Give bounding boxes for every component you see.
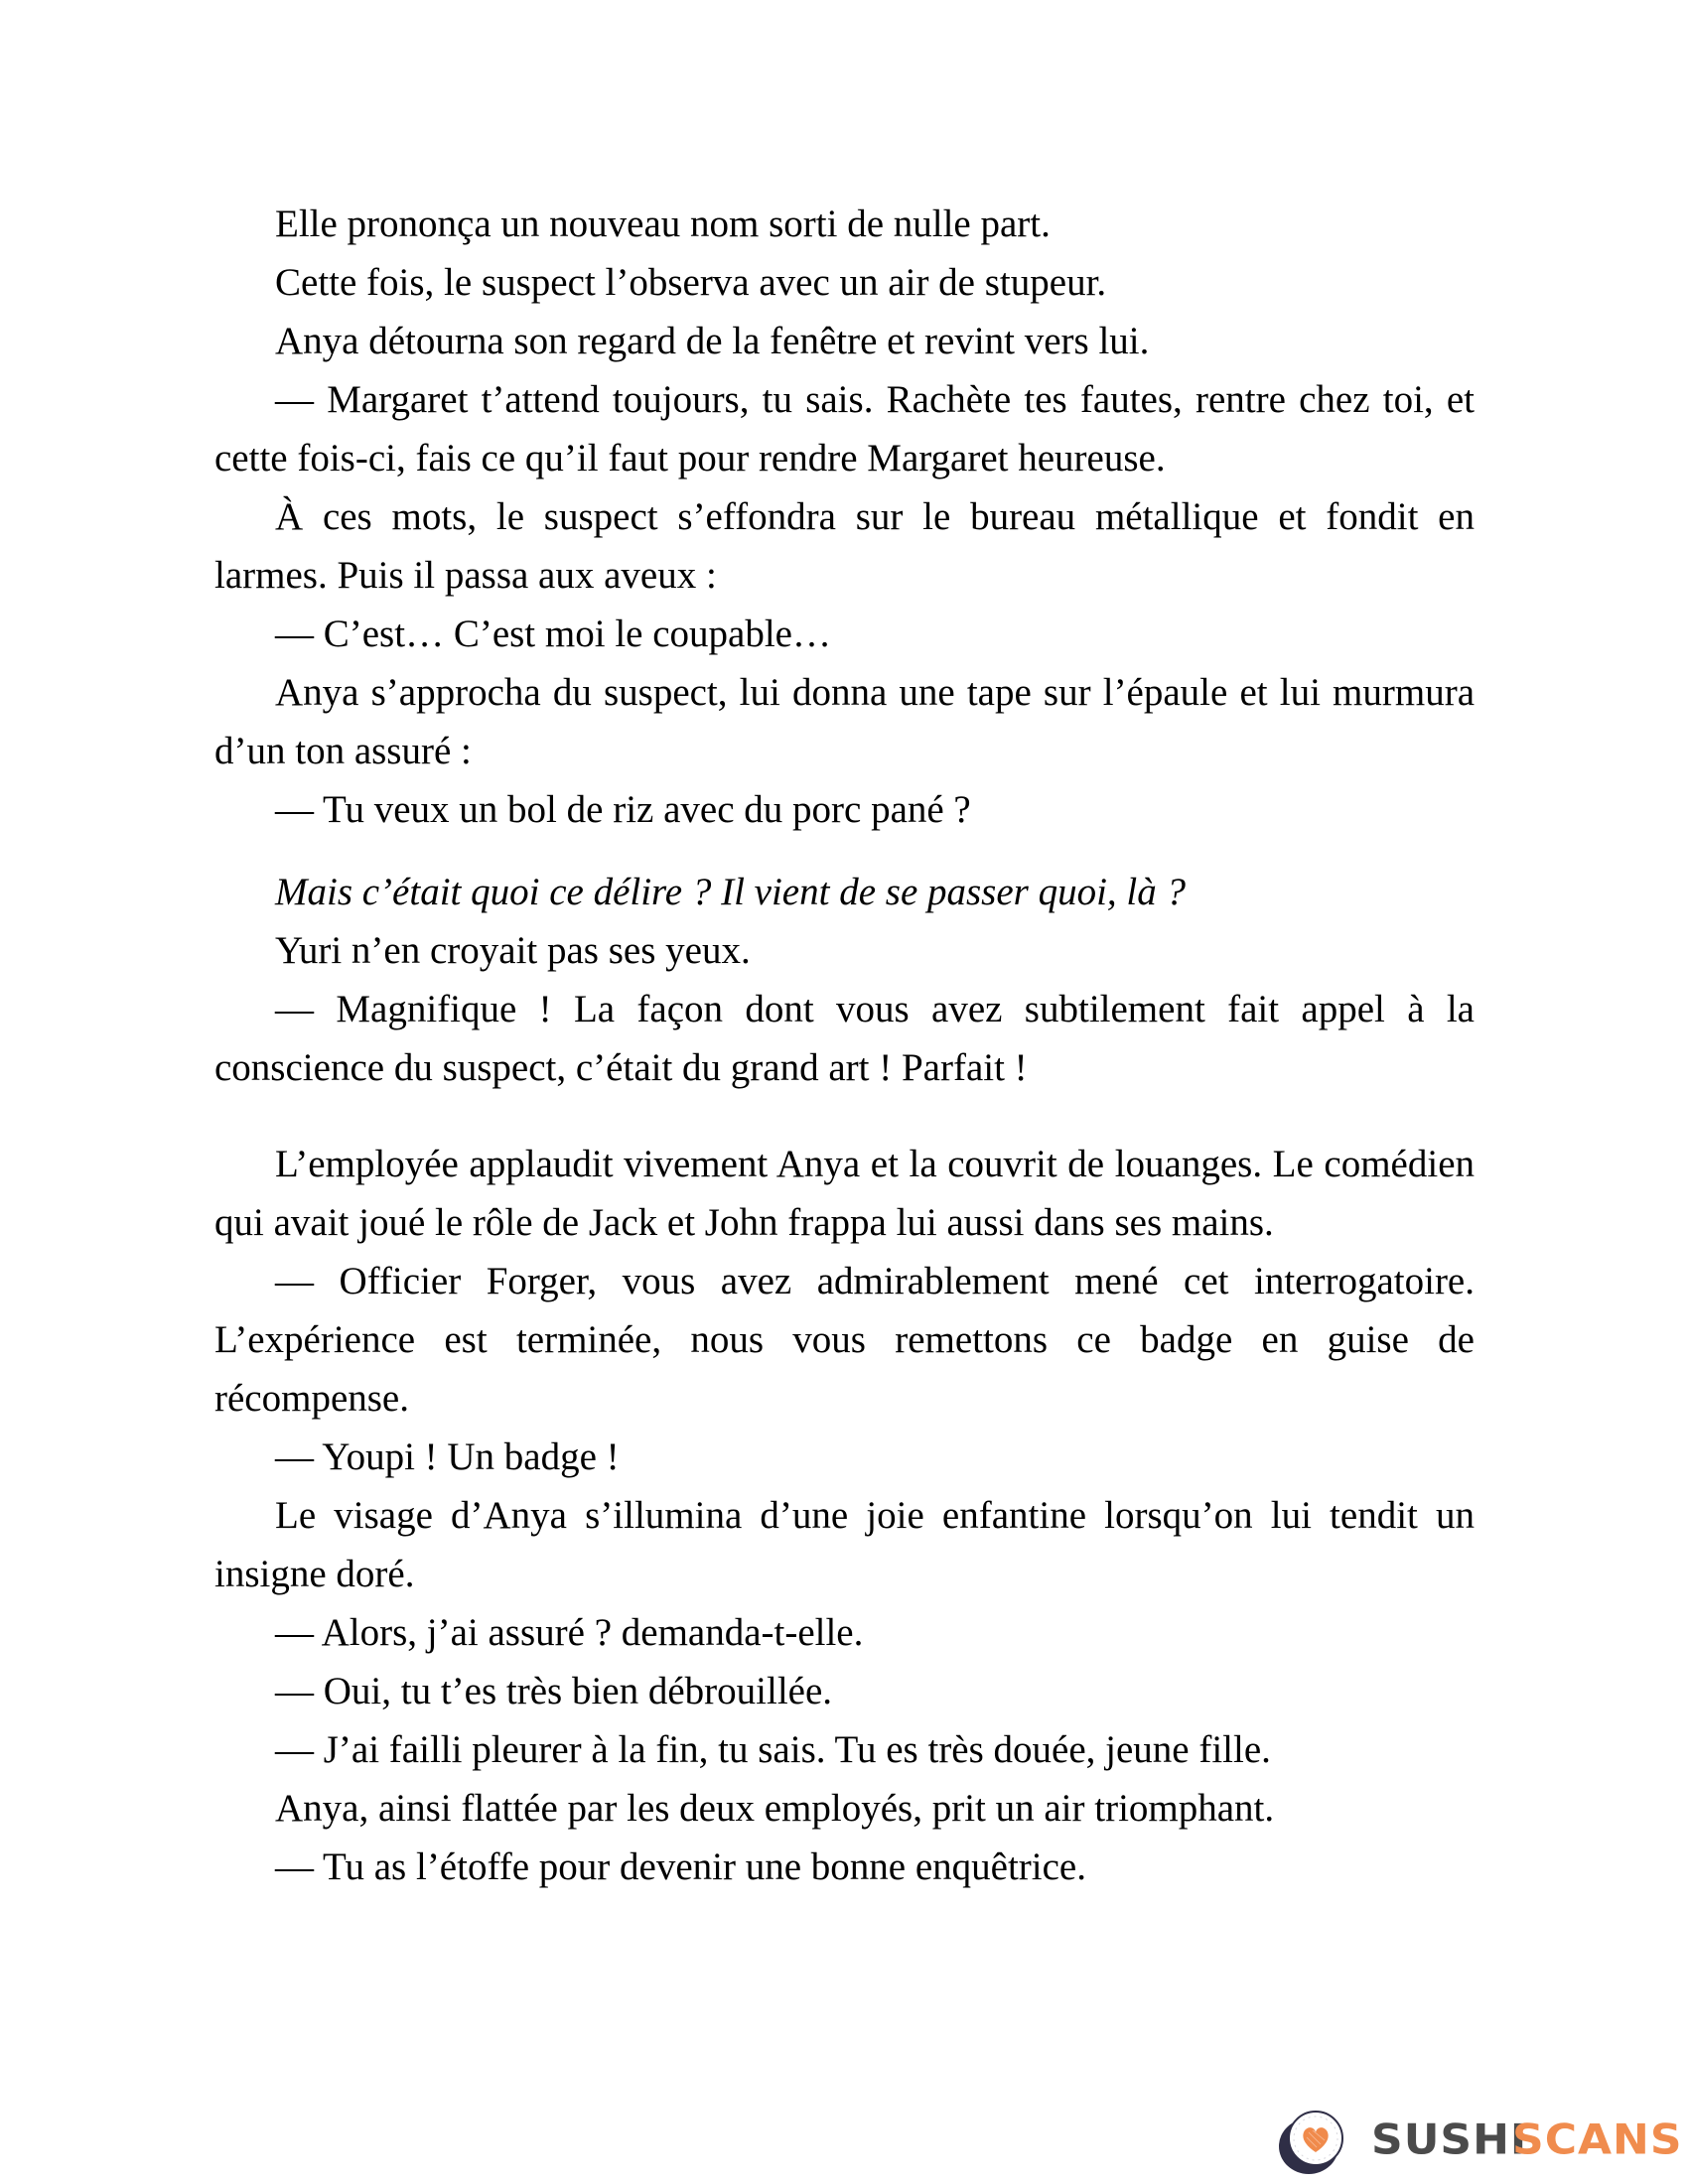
paragraph: Yuri n’en croyait pas ses yeux. — [275, 929, 751, 972]
dialogue-paragraph: — Magnifique ! La façon dont vous avez subtilement fait appel à la conscience du suspect, c’était du grand art ! Parfait ! — [214, 988, 1475, 1089]
inner-thought-paragraph: Mais c’était quoi ce délire ? Il vient de se passer quoi, là ? — [275, 871, 1187, 913]
dialogue-paragraph: — Oui, tu t’es très bien débrouillée. — [275, 1670, 833, 1712]
paragraph: Anya détourna son regard de la fenêtre et revint vers lui. — [275, 320, 1150, 362]
dialogue-paragraph: — Margaret t’attend toujours, tu sais. Rachète tes fautes, rentre chez toi, et cette fois-ci, fais ce qu’il faut pour rendre Margaret heureuse. — [214, 378, 1475, 479]
dialogue-paragraph: — C’est… C’est moi le coupable… — [275, 613, 831, 655]
paragraph: Anya s’approcha du suspect, lui donna une tape sur l’épaule et lui murmura d’un ton assuré : — [214, 671, 1475, 772]
paragraph: Anya, ainsi flattée par les deux employés, prit un air triomphant. — [275, 1787, 1275, 1830]
paragraph: Elle prononça un nouveau nom sorti de nulle part. — [275, 203, 1051, 245]
dialogue-paragraph: — Alors, j’ai assuré ? demanda-t-elle. — [275, 1611, 864, 1654]
logo-word-sushi: SUSHI — [1371, 2116, 1528, 2164]
paragraph: Cette fois, le suspect l’observa avec un air de stupeur. — [275, 261, 1107, 304]
dialogue-paragraph: — J’ai failli pleurer à la fin, tu sais. Tu es très douée, jeune fille. — [275, 1728, 1271, 1771]
paragraph: L’employée applaudit vivement Anya et la couvrit de louanges. Le comédien qui avait joué le rôle de Jack et John frappa lui aussi dans ses mains. — [214, 1143, 1475, 1244]
dialogue-paragraph: — Youpi ! Un badge ! — [275, 1435, 620, 1478]
dialogue-paragraph: — Officier Forger, vous avez admirablement mené cet interrogatoire. L’expérience est terminée, nous vous remettons ce badge en guise de récompense. — [214, 1260, 1475, 1420]
sushi-roll-heart-icon — [1271, 2103, 1350, 2178]
dialogue-paragraph: — Tu veux un bol de riz avec du porc pané ? — [275, 788, 971, 831]
dialogue-paragraph: — Tu as l’étoffe pour devenir une bonne enquêtrice. — [275, 1845, 1086, 1888]
page-body — [214, 195, 1475, 1896]
paragraph: À ces mots, le suspect s’effondra sur le bureau métallique et fondit en larmes. Puis il passa aux aveux : — [214, 495, 1475, 597]
paragraph: Le visage d’Anya s’illumina d’une joie enfantine lorsqu’on lui tendit un insigne doré. — [214, 1494, 1475, 1595]
logo-word-scans: SCANS — [1512, 2116, 1683, 2164]
watermark-logo — [1271, 2103, 1688, 2178]
